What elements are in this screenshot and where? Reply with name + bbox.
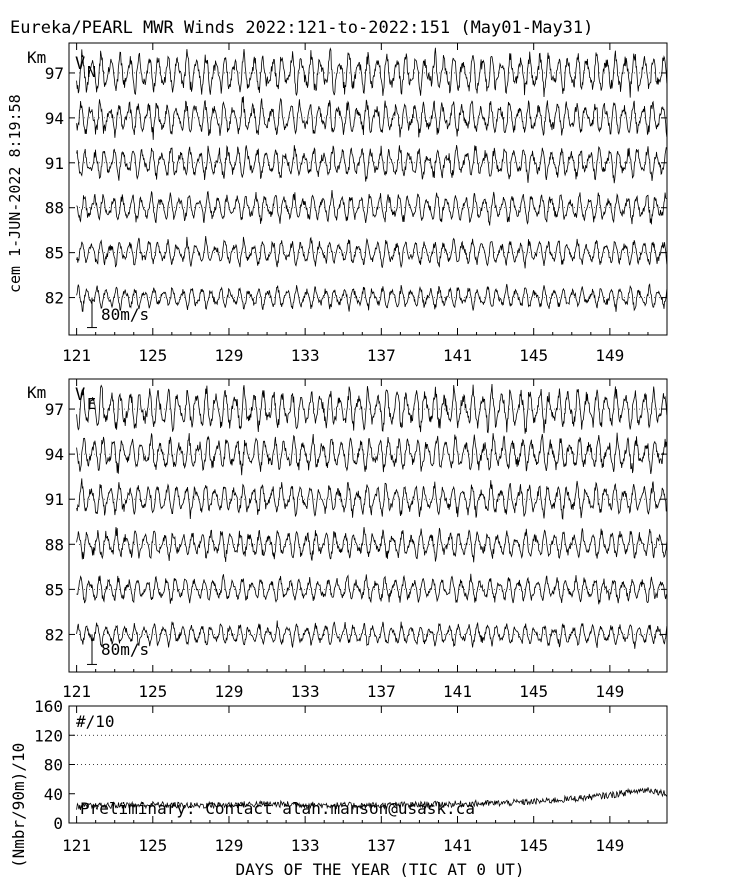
x-tick-label: 121 bbox=[62, 836, 92, 855]
y-tick-label: 160 bbox=[34, 697, 63, 716]
y-tick-label: 91 bbox=[44, 490, 64, 510]
count-panel-label: #/10 bbox=[76, 712, 115, 731]
x-tick-label: 145 bbox=[519, 682, 549, 701]
x-tick-label: 125 bbox=[138, 836, 168, 855]
wind-series-85km bbox=[77, 236, 667, 268]
y-tick-label: 97 bbox=[44, 63, 64, 83]
x-tick-label: 137 bbox=[366, 836, 396, 855]
footer-note: Preliminary: Contact alan.manson@usask.ca bbox=[80, 799, 475, 818]
x-tick-label: 133 bbox=[290, 346, 320, 365]
ve-plot-frame bbox=[69, 379, 667, 672]
wind-series-88km bbox=[77, 190, 667, 226]
x-tick-label: 129 bbox=[214, 346, 244, 365]
ve-panel-label: V bbox=[75, 385, 86, 405]
x-tick-label: 129 bbox=[214, 836, 244, 855]
y-tick-label: 82 bbox=[44, 625, 64, 645]
x-tick-label: 141 bbox=[443, 346, 472, 365]
wind-series-97km bbox=[77, 384, 667, 434]
x-tick-label: 121 bbox=[62, 682, 92, 701]
x-tick-label: 133 bbox=[290, 836, 320, 855]
wind-series-82km bbox=[77, 284, 667, 312]
vn-height-axis-label: Km bbox=[27, 48, 47, 67]
x-tick-label: 137 bbox=[366, 682, 396, 701]
x-tick-label: 125 bbox=[138, 682, 168, 701]
x-tick-label: 149 bbox=[595, 346, 625, 365]
wind-series-97km bbox=[77, 48, 667, 98]
x-tick-label: 121 bbox=[62, 346, 92, 365]
vn-panel-label-subscript: N bbox=[87, 63, 97, 81]
wind-series-85km bbox=[77, 574, 667, 605]
y-tick-label: 97 bbox=[44, 400, 64, 420]
x-tick-label: 133 bbox=[290, 682, 320, 701]
wind-series-91km bbox=[77, 145, 667, 183]
vn-plot-frame bbox=[69, 43, 667, 335]
x-tick-label: 137 bbox=[366, 346, 396, 365]
y-tick-label: 85 bbox=[44, 580, 64, 600]
y-tick-label: 88 bbox=[44, 535, 64, 555]
x-tick-label: 141 bbox=[443, 682, 472, 701]
ve-speed-scale-label: 80m/s bbox=[101, 640, 150, 659]
y-tick-label: 94 bbox=[44, 445, 64, 465]
wind-series-88km bbox=[77, 527, 667, 562]
x-tick-label: 125 bbox=[138, 346, 168, 365]
y-tick-label: 80 bbox=[43, 755, 63, 775]
count-panel bbox=[9, 697, 667, 868]
x-axis-label: DAYS OF THE YEAR (TIC AT 0 UT) bbox=[235, 860, 525, 877]
figure-title: Eureka/PEARL MWR Winds 2022:121-to-2022:151 (May01-May31) bbox=[10, 18, 594, 38]
x-tick-label: 145 bbox=[519, 346, 549, 365]
ve-height-axis-label: Km bbox=[27, 383, 47, 402]
run-timestamp-label: cem 1-JUN-2022 8:19:58 bbox=[6, 94, 24, 293]
x-tick-label: 149 bbox=[595, 836, 625, 855]
wind-series-82km bbox=[77, 621, 667, 649]
vn-panel-label: V bbox=[75, 54, 86, 74]
y-tick-label: 40 bbox=[43, 784, 63, 804]
y-tick-label: 0 bbox=[53, 814, 63, 833]
y-tick-label: 88 bbox=[44, 198, 64, 218]
wind-series-91km bbox=[77, 478, 667, 519]
y-tick-label: 94 bbox=[44, 108, 64, 128]
vn-wind-panel bbox=[27, 43, 667, 365]
x-tick-label: 149 bbox=[595, 682, 625, 701]
ve-wind-panel bbox=[27, 379, 667, 701]
ve-panel-label-subscript: E bbox=[87, 395, 97, 413]
wind-series-94km bbox=[77, 433, 667, 476]
y-tick-label: 120 bbox=[34, 726, 63, 746]
x-tick-label: 141 bbox=[443, 836, 472, 855]
count-axis-label: (Nmbr/90m)/10 bbox=[9, 742, 28, 868]
y-tick-label: 91 bbox=[44, 153, 64, 173]
x-tick-label: 129 bbox=[214, 682, 244, 701]
x-tick-label: 145 bbox=[519, 836, 549, 855]
y-tick-label: 85 bbox=[44, 243, 64, 263]
wind-series-94km bbox=[77, 96, 667, 139]
y-tick-label: 82 bbox=[44, 288, 64, 308]
vn-speed-scale-label: 80m/s bbox=[101, 305, 150, 324]
